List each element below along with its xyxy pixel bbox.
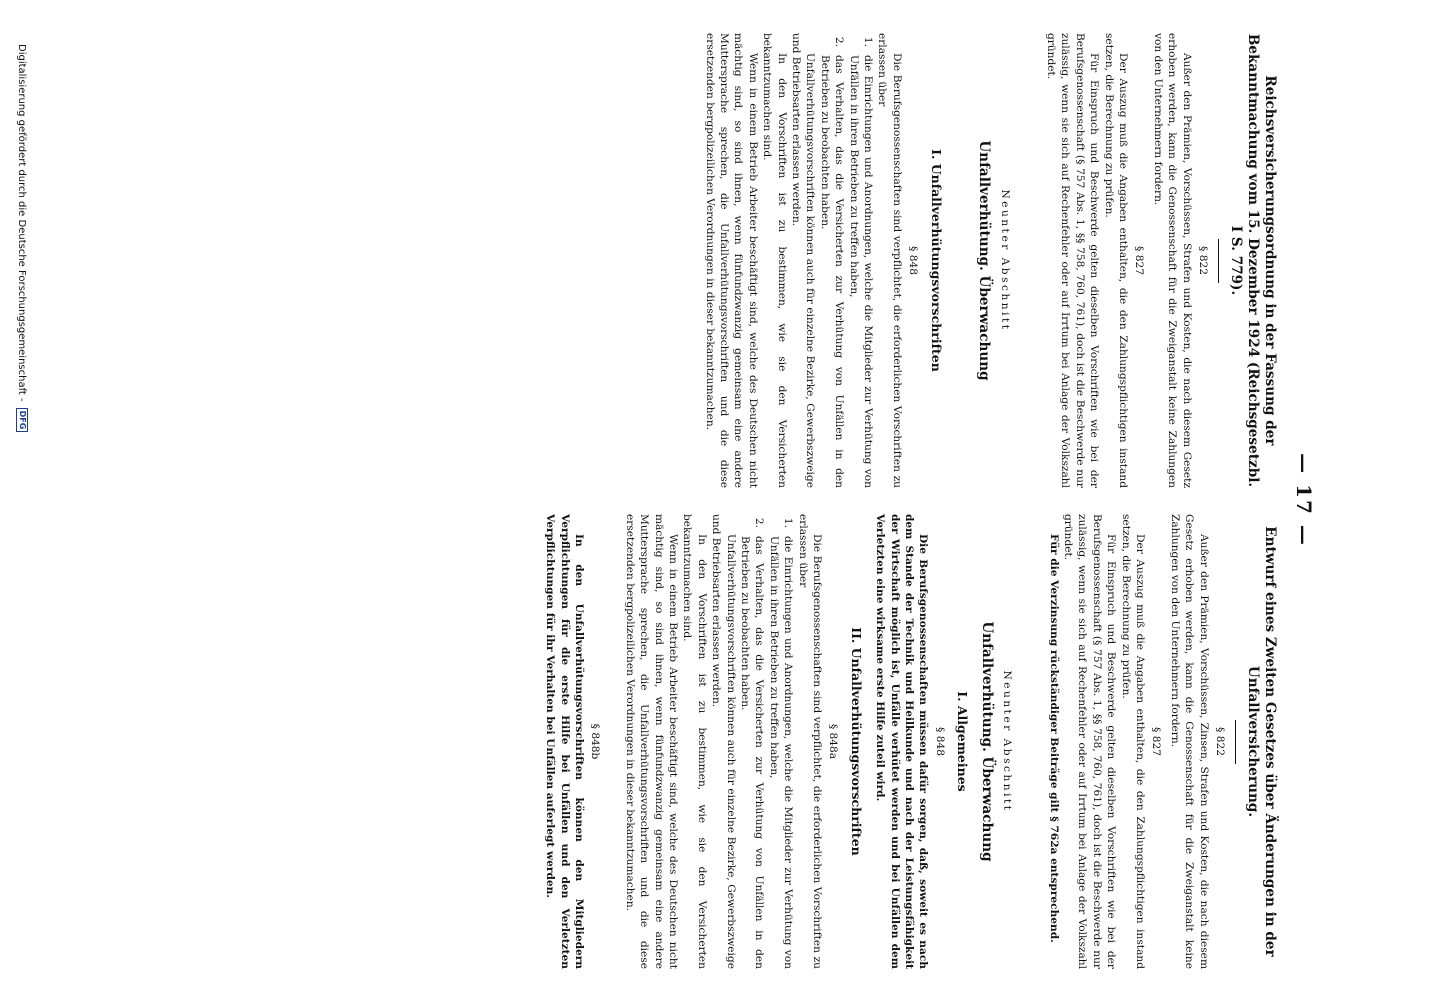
section-title: Unfallverhütung. Überwachung xyxy=(976,140,993,381)
paragraph-text: Unfallverhütungsvorschriften können auch für einzelne Bezirke, Gewerbszweige und Betriebsarten erlassen werden. xyxy=(790,33,817,488)
dfg-logo: DFG xyxy=(16,408,28,433)
paragraph-text: Wenn in einem Betrieb Arbeiter beschäftigt sind, welche des Deutschen nicht mächtig sind, so sind ihnen, wenn fünfundzwanzig gemeinsam eine andere Muttersprache sprechen, die Unfallverhütungsvorschriften und die diese ersetzenden bergpolizeilichen Verordnungen in dieser bekanntzumachen. xyxy=(623,514,679,969)
list-item xyxy=(738,514,767,969)
list-item-number: 2. xyxy=(753,517,766,528)
paragraph-number: § 848 xyxy=(907,246,920,275)
paragraph-text: Die Berufsgenossenschaften sind verpflichtet, die erforderlichen Vorschriften zu erlassen über xyxy=(796,514,824,969)
paragraph-text: Der Auszug muß die Angaben enthalten, die den Zahlungspflichtigen instand setzen, die Berechnung zu prüfen. xyxy=(1102,33,1129,488)
subsection-title: I. Unfallverhütungsvorschriften xyxy=(928,149,944,372)
paragraph-text-bold: In den Unfallverhütungsvorschriften können den Mitgliedern Verpflichtungen für die erste Hilfe bei Unfällen und den Verletzten Verpflichtungen für ihr Verhalten bei Unfällen auferlegt werden. xyxy=(544,514,585,969)
list-item-text: das Verhalten, das die Versicherten zur Verhütung von Unfällen in den Betrieben zu beobachten haben. xyxy=(818,55,846,488)
page-number: — 17 — xyxy=(1292,453,1316,547)
section-title: Unfallverhütung. Überwachung xyxy=(978,621,995,862)
subsection-title: II. Unfallverhütungsvorschriften xyxy=(848,627,864,856)
list-item-text: die Einrichtungen und Anordnungen, welche die Mitglieder zur Verhütung von Unfällen in ihren Betrieben zu treffen haben, xyxy=(767,536,795,969)
paragraph-number: § 827 xyxy=(1133,246,1146,275)
digitization-footer xyxy=(16,44,28,984)
title-rule xyxy=(1218,239,1219,283)
paragraph-text: Die Berufsgenossenschaften sind verpflichtet, die erforderlichen Vorschriften zu erlassen über xyxy=(876,33,903,488)
paragraph-number: § 827 xyxy=(1150,727,1163,756)
section-label: Neunter Abschnitt xyxy=(1001,670,1014,813)
numbered-list xyxy=(817,33,875,488)
list-item-text: das Verhalten, das die Versicherten zur Verhütung von Unfällen in den Betrieben zu beobachten haben. xyxy=(739,536,766,969)
paragraph-text: Außer den Prämien, Vorschüssen, Strafen und Kosten, die nach diesem Gesetz erhoben werden, kann die Genossenschaft für die Zweiganstalt keine Zahlungen von den Unternehmern fordern. xyxy=(1151,33,1193,488)
list-item xyxy=(846,33,875,488)
paragraph-text: Wenn in einem Betrieb Arbeiter beschäftigt sind, welche des Deutschen nicht mächtig sind, so sind ihnen, wenn fünfundzwanzig gemeinsam eine andere Muttersprache sprechen, die Unfallverhütungsvorschriften und die diese ersetzenden bergpolizeilichen Verordnungen in dieser bekanntzumachen. xyxy=(703,33,759,488)
paragraph-text: In den Vorschriften ist zu bestimmen, wie sie den Versicherten bekanntzumachen sind. xyxy=(761,33,788,488)
left-column xyxy=(702,33,1278,488)
list-item-number: 1. xyxy=(862,36,875,47)
paragraph-number: § 848b xyxy=(589,723,602,760)
subsection-title: I. Allgemeines xyxy=(955,691,971,792)
paragraph-text: Für Einspruch und Beschwerde gelten dieselben Vorschriften wie bei der Berufsgenossenschaft (§ 757 Abs. 1, §§ 758, 760, 761), doch ist die Beschwerde nur zulässig, wenn sie sich auf Rechenfehler oder auf Irrtum bei Anlage der Volkszahl gründet. xyxy=(1044,33,1101,488)
list-item-text: die Einrichtungen und Anordnungen, welche die Mitglieder zur Verhütung von Unfällen in ihren Betrieben zu treffen haben, xyxy=(847,55,875,488)
right-column xyxy=(543,514,1278,969)
section-label: Neunter Abschnitt xyxy=(998,189,1011,332)
paragraph-text: Der Auszug muß die Angaben enthalten, die den Zahlungspflichtigen instand setzen, die Berechnung zu prüfen. xyxy=(1119,514,1146,969)
paragraph-number: § 848 xyxy=(933,727,946,756)
paragraph-text: Für Einspruch und Beschwerde gelten dieselben Vorschriften wie bei der Berufsgenossenschaft (§ 757 Abs. 1, §§ 758, 760, 761), doch ist die Beschwerde nur zulässig, wenn sie sich auf Rechenfehler oder auf Irrtum bei Anlage der Volkszahl gründet. xyxy=(1061,514,1118,969)
paragraph-text-bold: Für die Verzinsung rückständiger Beiträge gilt § 762a entsprechend. xyxy=(1047,534,1060,943)
list-item-number: 2. xyxy=(833,36,846,47)
list-item xyxy=(766,514,795,969)
list-item xyxy=(817,33,846,488)
paragraph-number: § 848a xyxy=(827,723,840,760)
list-item-number: 1. xyxy=(782,517,795,528)
title-rule xyxy=(1235,720,1236,764)
paragraph-number: § 822 xyxy=(1214,727,1226,756)
numbered-list xyxy=(738,514,796,969)
right-column-title: Entwurf eines Zweiten Gesetzes über Änderungen in der Unfallversicherung. xyxy=(1245,526,1278,957)
paragraph-number: § 822 xyxy=(1197,246,1209,275)
footer-text: Digitalisierung gefördert durch die Deutsche Forschungsgemeinschaft - xyxy=(16,44,28,402)
left-column-title: Reichsversicherungsordnung in der Fassung der Bekanntmachung vom 15. Dezember 1924 (Reichsgesetzbl. I S. 779). xyxy=(1228,33,1278,488)
paragraph-text: Unfallverhütungsvorschriften können auch für einzelne Bezirke, Gewerbszweige und Betriebsarten erlassen werden. xyxy=(710,514,737,969)
paragraph-text: In den Vorschriften ist zu bestimmen, wie sie den Versicherten bekanntzumachen sind. xyxy=(681,514,708,969)
paragraph-text-bold: Die Berufsgenossenschaften müssen dafür sorgen, daß, soweit es nach dem Stande der Technik und Heilkunde und nach der Leistungsfähigkeit der Wirtschaft möglich ist, Unfälle verhütet werden und bei Unfällen dem Verletzten eine wirksame erste Hilfe zuteil wird. xyxy=(874,514,930,969)
paragraph-text: Außer den Prämien, Vorschüssen, Zinsen, Strafen und Kosten, die nach diesem Gesetz erhoben werden, kann die Genossenschaft für die Zweiganstalt keine Zahlungen von den Unternehmern fordern. xyxy=(1168,514,1210,969)
